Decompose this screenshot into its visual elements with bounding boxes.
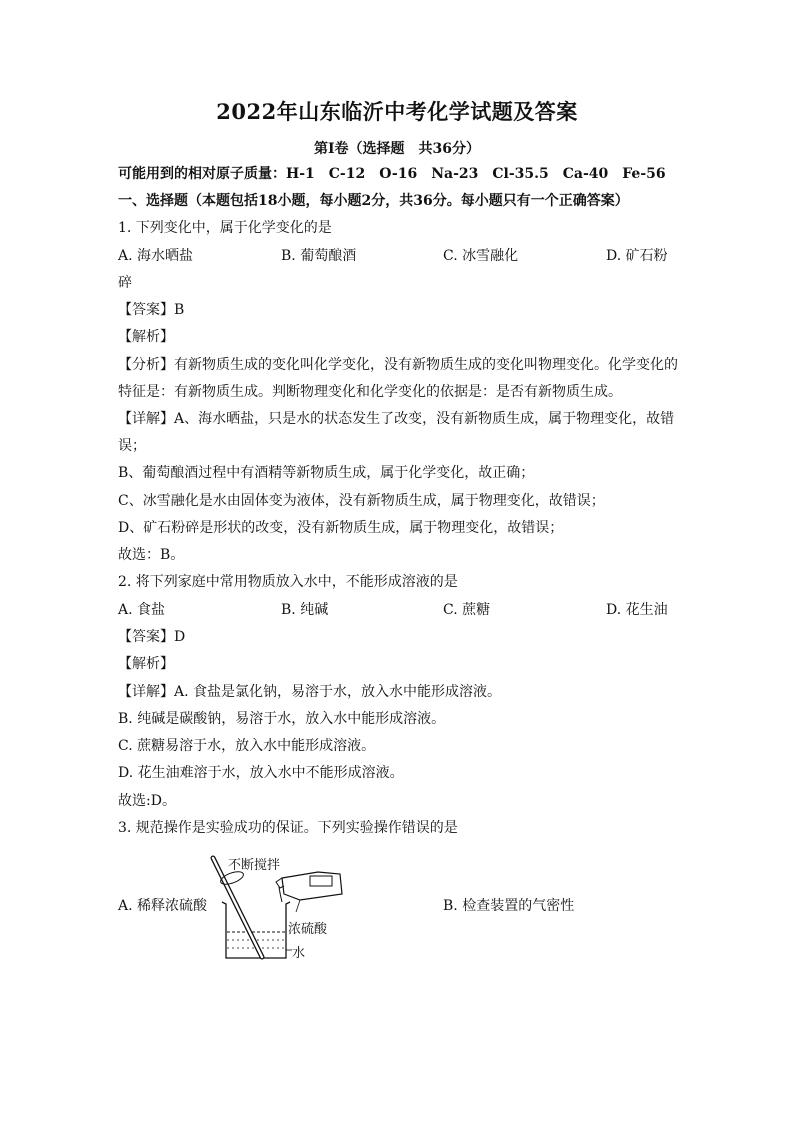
- q2-detail-line-3: C. 蔗糖易溶于水，放入水中能形成溶液。: [118, 738, 376, 754]
- q1-fenxi-line-1: 【分析】有新物质生成的变化叫化学变化，没有新物质生成的变化叫物理变化。化学变化的: [118, 357, 678, 373]
- q2-stem: 2. 将下列家庭中常用物质放入水中，不能形成溶液的是: [118, 574, 458, 590]
- section-subtitle: 第Ⅰ卷（选择题 共36分）: [313, 141, 481, 157]
- q1-fenxi-line-2: 特征是：有新物质生成。判断物理变化和化学变化的依据是：是否有新物质生成。: [118, 384, 622, 400]
- q2-detail-line-4: D. 花生油难溶于水，放入水中不能形成溶液。: [118, 765, 404, 781]
- q1-detail-line-3: B、葡萄酿酒过程中有酒精等新物质生成，属于化学变化，故正确；: [118, 465, 535, 481]
- q3-option-a: A. 稀释浓硫酸: [118, 898, 208, 914]
- q1-detail-line-5: D、矿石粉碎是形状的改变，没有新物质生成，属于物理变化，故错误；: [118, 520, 564, 536]
- q1-conclusion: 故选：B。: [118, 547, 185, 563]
- acid-stream: [279, 887, 282, 902]
- q1-answer: 【答案】B: [118, 302, 185, 318]
- q2-detail-line-1: 【详解】A. 食盐是氯化钠，易溶于水，放入水中能形成溶液。: [118, 684, 502, 700]
- q1-option-d: D. 矿石粉: [606, 248, 668, 264]
- q2-option-a: A. 食盐: [118, 602, 166, 618]
- q2-option-c: C. 蔗糖: [443, 602, 491, 618]
- q1-detail-line-2: 误；: [118, 438, 146, 454]
- label-acid: 浓硫酸: [288, 922, 328, 937]
- q3-option-b: B. 检查装置的气密性: [443, 898, 575, 914]
- label-water: 水: [292, 946, 306, 961]
- q2-detail-line-2: B. 纯碱是碳酸钠，易溶于水，放入水中能形成溶液。: [118, 711, 446, 727]
- q1-option-b: B. 葡萄酿酒: [281, 248, 357, 264]
- q1-detail-line-4: C、冰雪融化是水由固体变为液体，没有新物质生成，属于物理变化，故错误；: [118, 493, 605, 509]
- q3-stem: 3. 规范操作是实验成功的保证。下列实验操作错误的是: [118, 820, 458, 836]
- q2-conclusion: 故选:D。: [118, 793, 176, 809]
- dilution-figure: [200, 854, 360, 964]
- page-title: 2022年山东临沂中考化学试题及答案: [216, 99, 578, 124]
- q1-option-a: A. 海水晒盐: [118, 248, 194, 264]
- q2-answer: 【答案】D: [118, 629, 186, 645]
- q2-option-d: D. 花生油: [606, 602, 668, 618]
- q1-analysis-head: 【解析】: [118, 329, 174, 345]
- section-heading: 一、选择题（本题包括18小题，每小题2分，共36分。每小题只有一个正确答案）: [118, 193, 629, 209]
- q1-option-c: C. 冰雪融化: [443, 248, 519, 264]
- atomic-masses: 可能用到的相对原子质量：H-1 C-12 O-16 Na-23 Cl-35.5 Ca-40 Fe-56: [118, 166, 666, 182]
- q1-detail-line-1: 【详解】A、海水晒盐，只是水的状态发生了改变，没有新物质生成，属于物理变化，故错: [118, 411, 675, 427]
- q1-stem: 1. 下列变化中，属于化学变化的是: [118, 220, 332, 236]
- label-stir: 不断搅拌: [228, 858, 281, 873]
- q2-option-b: B. 纯碱: [281, 602, 329, 618]
- q2-analysis-head: 【解析】: [118, 656, 174, 672]
- q1-option-wrap: 碎: [118, 275, 132, 291]
